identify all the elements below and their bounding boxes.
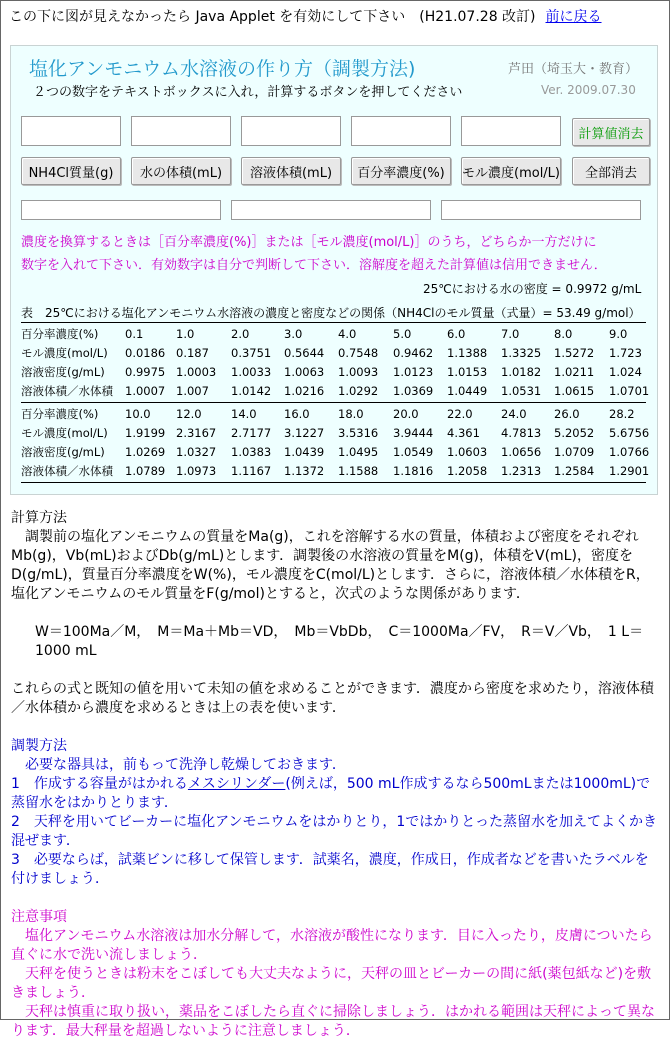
prep-intro: 必要な器具は，前もって洗浄し乾燥しておきます． [25,757,346,773]
table-cell: 1.0 [176,327,195,341]
table-row [21,344,646,362]
table-cell: 0.0186 [125,346,166,360]
table-cell: 5.6756 [609,426,650,440]
table-row [21,363,646,381]
table-cell: 4.361 [447,426,480,440]
molar-conc-input[interactable] [461,116,561,146]
table-cell: 1.0142 [231,384,272,398]
table-row-label: 溶液体積／水体積 [21,384,113,398]
table-cell: 10.0 [125,407,151,421]
caution-item-1: 塩化アンモニウム水溶液は加水分解して，水溶液が酸性になります．目に入ったり，皮膚についたら直ぐに水で洗い流しましょう． [11,928,653,963]
article-body [11,509,659,1041]
solution-volume-input[interactable] [241,116,341,146]
table-cell: 1.9199 [125,426,166,440]
water-volume-button[interactable]: 水の体積(mL) [131,157,231,185]
clear-all-button[interactable]: 全部消去 [572,157,650,185]
table-rule-middle [21,402,646,403]
table-cell: 1.0766 [609,445,650,459]
table-cell: 1.2584 [554,464,595,478]
table-cell: 26.0 [554,407,580,421]
table-cell: 18.0 [338,407,364,421]
table-cell: 0.3751 [231,346,272,360]
calc-method-para2: これらの式と既知の値を用いて未知の値を求めることができます．濃度から密度を求めたり，溶液体積／水体積から濃度を求めるときは上の表を使います． [11,681,654,716]
table-cell: 1.0063 [284,365,325,379]
table-cell: 1.0269 [125,445,166,459]
table-cell: 1.723 [609,346,642,360]
table-cell: 3.1227 [284,426,325,440]
calc-method-para1: 調製前の塩化アンモニウムの質量をMa(g)，これを溶解する水の質量，体積および密度をそれぞれMb(g)，Vb(mL)およびDb(g/mL)とします．調製後の水溶液の質量をM(g)，体積をV(mL)，密度をD(g/mL)，質量百分率濃度をW(%)，モル濃度をC(mol/L)とします．さらに，溶液体積／水体積をR，塩化アンモニウムのモル質量をF(g/mol)とすると，次式のような関係があります． [11,529,650,602]
table-row-label: 百分率濃度(%) [21,327,99,341]
table-cell: 4.7813 [501,426,542,440]
nh4cl-mass-button[interactable]: NH4Cl質量(g) [21,157,121,185]
table-cell: 1.0153 [447,365,488,379]
table-cell: 1.2058 [447,464,488,478]
table-cell: 0.187 [176,346,209,360]
calc-method-heading: 計算方法 [11,510,67,526]
applet-version: Ver. 2009.07.30 [541,83,636,97]
table-cell: 1.0033 [231,365,272,379]
table-cell: 1.0003 [176,365,217,379]
table-cell: 1.0123 [393,365,434,379]
graduated-cylinder-link[interactable]: メスシリンダー [187,776,286,792]
percent-conc-input[interactable] [351,116,451,146]
prep-step-1-prefix: 1 作成する容量がはかれる [11,776,188,792]
table-row [21,443,650,461]
table-cell: 1.0603 [447,445,488,459]
back-link[interactable]: 前に戻る [545,9,602,25]
table-cell: 5.0 [393,327,412,341]
molar-conc-button[interactable]: モル濃度(mol/L) [461,157,561,185]
applet-title: 塩化アンモニウム水溶液の作り方（調製方法) [29,58,416,80]
table-row-label: 溶液体積／水体積 [21,464,113,478]
table-cell: 1.0449 [447,384,488,398]
table-cell: 1.007 [176,384,209,398]
table-cell: 1.0701 [609,384,650,398]
table-cell: 14.0 [231,407,257,421]
conversion-note [21,231,646,277]
prep-method-heading: 調製方法 [11,738,67,754]
table-row-label: モル濃度(mol/L) [21,346,108,360]
output-field-3[interactable] [441,200,641,220]
table-cell: 0.7548 [338,346,379,360]
table-cell: 1.0439 [284,445,325,459]
table-cell: 22.0 [447,407,473,421]
table-row [21,462,650,480]
table-caption: 表 25℃における塩化アンモニウム水溶液の濃度と密度などの関係（NH4Clのモル質量（式量）= 53.49 g/mol） [21,306,641,320]
table-cell: 1.2901 [609,464,650,478]
table-row [21,325,646,343]
solution-volume-button[interactable]: 溶液体積(mL) [241,157,341,185]
table-cell: 12.0 [176,407,202,421]
table-cell: 1.2313 [501,464,542,478]
table-row [21,382,650,400]
table-row-label: 溶液密度(g/mL) [21,365,105,379]
percent-conc-button[interactable]: 百分率濃度(%) [351,157,451,185]
table-cell: 6.0 [447,327,466,341]
table-cell: 0.1 [125,327,144,341]
water-density-note: 25℃における水の密度 = 0.9972 g/mL [423,282,642,296]
table-cell: 1.0292 [338,384,379,398]
output-field-1[interactable] [21,200,221,220]
table-cell: 1.0656 [501,445,542,459]
table-cell: 1.0549 [393,445,434,459]
cautions-heading: 注意事項 [11,909,67,925]
table-cell: 1.1372 [284,464,325,478]
table-cell: 1.0327 [176,445,217,459]
table-cell: 1.0495 [338,445,379,459]
table-cell: 28.2 [609,407,635,421]
table-cell: 1.0216 [284,384,325,398]
conversion-note-line1: 濃度を換算するときは［百分率濃度(%)］または［モル濃度(mol/L)］のうち，どちらか一方だけに [21,235,597,250]
table-row-label: 百分率濃度(%) [21,407,99,421]
table-cell: 1.0182 [501,365,542,379]
caution-item-3: 天秤は慎重に取り扱い，薬品をこぼしたら直ぐに掃除しましょう．はかれる範囲は天秤によって異なります．最大秤量を超過しないように注意しましょう． [11,1004,655,1039]
nh4cl-mass-input[interactable] [21,116,121,146]
applet-author: 芦田（埼玉大・教育） [508,62,639,77]
table-cell: 20.0 [393,407,419,421]
table-cell: 0.5644 [284,346,325,360]
table-cell: 1.024 [609,365,642,379]
table-cell: 3.0 [284,327,303,341]
table-cell: 9.0 [609,327,628,341]
java-applet-notice: この下に図が見えなかったら Java Applet を有効にして下さい (H21.07.28 改訂) [9,9,536,25]
top-notice-bar [9,8,659,26]
table-row-label: モル濃度(mol/L) [21,426,108,440]
table-cell: 1.0211 [554,365,595,379]
table-cell: 1.0007 [125,384,166,398]
table-cell: 1.1167 [231,464,272,478]
table-cell: 1.5272 [554,346,595,360]
table-cell: 5.2052 [554,426,595,440]
applet-instruction: ２つの数字をテキストボックスに入れ，計算するボタンを押してください [33,85,463,100]
table-cell: 1.0789 [125,464,166,478]
table-row-label: 溶液密度(g/mL) [21,445,105,459]
prep-step-3: 3 必要ならば，試薬ビンに移して保管します．試薬名，濃度，作成日，作成者などを書いたラベルを付けましょう． [11,852,649,887]
prep-step-1 [11,775,659,813]
table-cell: 0.9462 [393,346,434,360]
prep-step-1-rest: (例えば，500 mL作成するなら500mLまたは1000mL)で蒸留水をはかりとります． [11,776,651,811]
table-cell: 7.0 [501,327,520,341]
table-cell: 8.0 [554,327,573,341]
table-cell: 1.1816 [393,464,434,478]
table-cell: 16.0 [284,407,310,421]
table-cell: 4.0 [338,327,357,341]
table-cell: 0.9975 [125,365,166,379]
table-cell: 1.1588 [338,464,379,478]
table-cell: 1.0973 [176,464,217,478]
table-cell: 1.0709 [554,445,595,459]
table-row [21,405,646,423]
table-cell: 24.0 [501,407,527,421]
calc-formulas: W＝100Ma／M， M＝Ma＋Mb＝VD， Mb＝VbDb， C＝1000Ma／FV， R＝V／Vb， 1 L＝1000 mL [35,624,644,659]
water-volume-input[interactable] [131,116,231,146]
conversion-note-line2: 数字を入れて下さい．有効数字は自分で判断して下さい．溶解度を超えた計算値は信用できません． [21,258,607,273]
clear-values-button[interactable]: 計算値消去 [572,118,650,146]
caution-item-2: 天秤を使うときは粉末をこぼしても大丈夫なように，天秤の皿とビーカーの間に紙(薬包紙など)を敷きましょう． [11,966,652,1001]
table-cell: 1.0093 [338,365,379,379]
table-cell: 3.9444 [393,426,434,440]
calculator-applet [10,45,658,495]
table-cell: 1.0615 [554,384,595,398]
table-cell: 1.1388 [447,346,488,360]
table-rule-bottom [21,482,646,483]
table-cell: 1.0531 [501,384,542,398]
table-cell: 1.0369 [393,384,434,398]
table-cell: 2.7177 [231,426,272,440]
output-field-2[interactable] [231,200,431,220]
table-cell: 3.5316 [338,426,379,440]
table-row [21,424,650,442]
table-cell: 2.0 [231,327,250,341]
table-cell: 2.3167 [176,426,217,440]
table-cell: 1.0383 [231,445,272,459]
table-cell: 1.3325 [501,346,542,360]
prep-step-2: 2 天秤を用いてビーカーに塩化アンモニウムをはかりとり，1ではかりとった蒸留水を加えてよくかき混ぜます． [11,814,657,849]
table-rule-top [21,322,646,323]
